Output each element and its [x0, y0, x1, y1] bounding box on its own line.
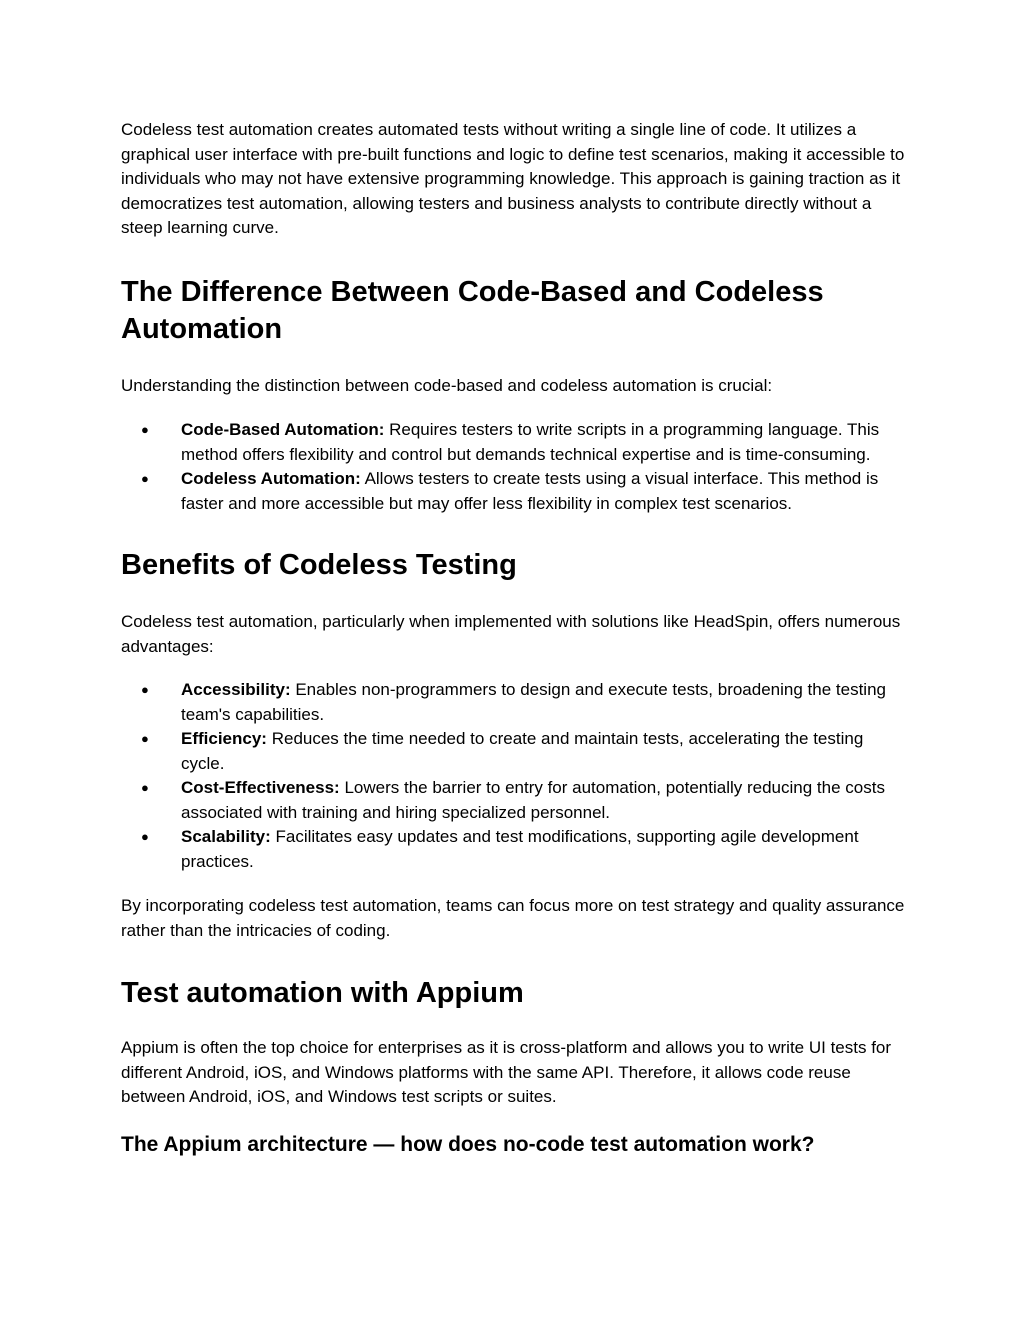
list-item-text: Allows testers to create tests using a visual interface. This method is faster and more accessible but may offer less flexibility in complex test scenarios.: [181, 469, 879, 513]
list-item-text: Requires testers to write scripts in a programming language. This method offers flexibility and control but demands technical expertise and is time-consuming.: [181, 420, 880, 464]
bullet-icon: ●: [141, 471, 149, 486]
list-item-text: Lowers the barrier to entry for automation, potentially reducing the costs associated with training and hiring specialized personnel.: [181, 778, 885, 822]
subheading-appium-architecture: The Appium architecture — how does no-code test automation work?: [121, 1132, 815, 1156]
list-item-text: Reduces the time needed to create and maintain tests, accelerating the testing cycle.: [181, 729, 864, 773]
list-item-term: Code-Based Automation:: [181, 420, 385, 439]
list-item: [121, 825, 911, 874]
list-item-text: Enables non-programmers to design and execute tests, broadening the testing team's capabilities.: [181, 680, 886, 724]
section-heading-benefits: Benefits of Codeless Testing: [121, 549, 517, 581]
bullet-icon: ●: [141, 829, 149, 844]
list-item: [121, 678, 911, 727]
benefits-closing-paragraph: By incorporating codeless test automation, teams can focus more on test strategy and quality assurance rather than the intricacies of coding.: [121, 896, 905, 940]
intro-paragraph: Codeless test automation creates automated tests without writing a single line of code. It utilizes a graphical user interface with pre-built functions and logic to define test scenarios, making it accessible to individuals who may not have extensive programming knowledge. This approach is gaining traction as it democratizes test automation, allowing testers and business analysts to contribute directly without a steep learning curve.: [121, 120, 905, 237]
list-item-term: Codeless Automation:: [181, 469, 361, 488]
list-item: [121, 727, 911, 776]
list-item: [121, 467, 911, 516]
benefits-list: [121, 678, 911, 874]
difference-list: [121, 418, 911, 516]
document-page: [121, 118, 911, 1159]
appium-paragraph: Appium is often the top choice for enterprises as it is cross-platform and allows you to write UI tests for different Android, iOS, and Windows platforms with the same API. Therefore, it allows code reuse between Android, iOS, and Windows test scripts or suites.: [121, 1038, 892, 1106]
section-heading-appium: Test automation with Appium: [121, 977, 524, 1009]
bullet-icon: ●: [141, 780, 149, 795]
section-heading-difference: The Difference Between Code-Based and Codeless Automation: [121, 275, 824, 345]
list-item-term: Cost-Effectiveness:: [181, 778, 340, 797]
list-item-text: Facilitates easy updates and test modifications, supporting agile development practices.: [181, 827, 859, 871]
list-item-term: Scalability:: [181, 827, 271, 846]
benefits-lead-paragraph: Codeless test automation, particularly when implemented with solutions like HeadSpin, offers numerous advantages:: [121, 612, 901, 656]
bullet-icon: ●: [141, 731, 149, 746]
difference-lead-paragraph: Understanding the distinction between code-based and codeless automation is crucial:: [121, 375, 773, 395]
list-item: [121, 776, 911, 825]
bullet-icon: ●: [141, 682, 149, 697]
list-item-term: Efficiency:: [181, 729, 267, 748]
bullet-icon: ●: [141, 422, 149, 437]
list-item-term: Accessibility:: [181, 680, 291, 699]
list-item: [121, 418, 911, 467]
